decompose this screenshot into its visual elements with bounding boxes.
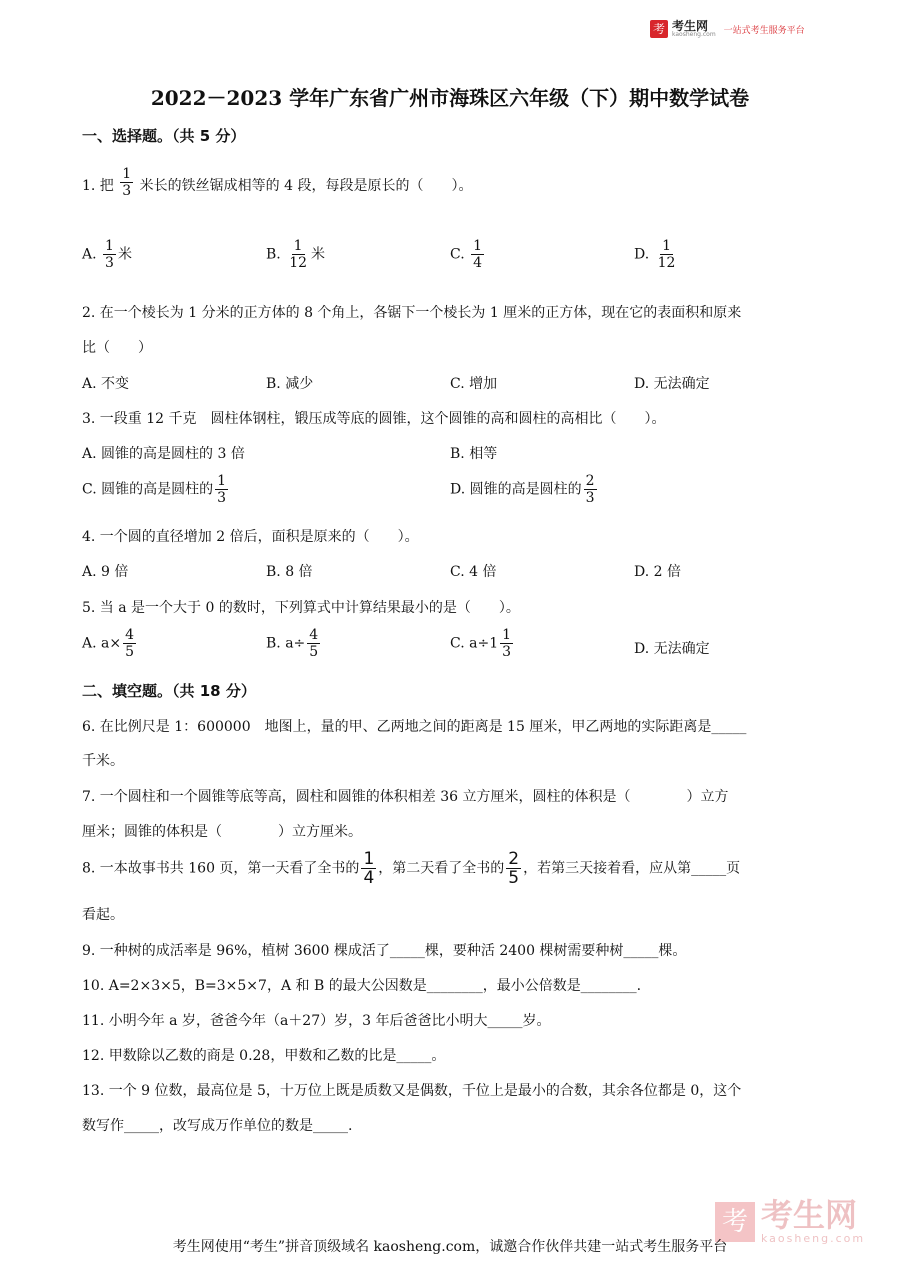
watermark-domain: kaosheng.com: [761, 1232, 866, 1245]
q1-text-b: 米长的铁丝锯成相等的 4 段，每段是原长的（ ）。: [139, 178, 473, 194]
q2-option-d[interactable]: D. 无法确定: [634, 376, 710, 392]
section-fill-heading: 二、填空题。（共 18 分）: [82, 682, 256, 700]
brand-name: 考生网: [672, 19, 709, 33]
q2-option-c[interactable]: C. 增加: [450, 376, 498, 392]
q2-option-a[interactable]: A. 不变: [82, 376, 130, 392]
q4-option-a[interactable]: A. 9 倍: [82, 564, 129, 580]
q1-option-b[interactable]: B. $\frac{1}{12}$ 米: [266, 238, 326, 271]
q1-option-d[interactable]: D. $\frac{1}{12}$: [634, 238, 676, 271]
question-13-line-2: 数写作_____，改写成万作单位的数是_____.: [82, 1118, 353, 1134]
q2-option-b[interactable]: B. 减少: [266, 376, 314, 392]
q1-fraction: $\frac{1}{3}$: [122, 166, 132, 199]
q4-option-d[interactable]: D. 2 倍: [634, 564, 681, 580]
brand-slogan: 一站式考生服务平台: [723, 25, 805, 36]
q5-option-b[interactable]: B. a÷ $\frac{4}{5}$: [266, 627, 319, 660]
q3-option-b[interactable]: B. 相等: [450, 446, 498, 462]
page-footer: 考生网使用“考生”拼音顶级域名 kaosheng.com，诚邀合作伙伴共建一站式考生服务平台: [172, 1239, 728, 1255]
q1-option-c[interactable]: C. $\frac{1}{4}$: [450, 238, 483, 271]
question-6-line-1: 6. 在比例尺是 1：600000 地图上，量的甲、乙两地之间的距离是 15 厘米，甲乙两地的实际距离是_____: [82, 719, 747, 735]
question-9: 9. 一种树的成活率是 96%，植树 3600 棵成活了_____棵，要种活 2400 棵树需要种树_____棵。: [82, 943, 687, 959]
q3-option-d[interactable]: D. 圆锥的高是圆柱的 $\frac{2}{3}$: [450, 473, 595, 506]
q1-text-a: 1. 把: [82, 178, 114, 194]
question-8-line-2: 看起。: [82, 907, 124, 923]
q4-option-b[interactable]: B. 8 倍: [266, 564, 313, 580]
question-7-line-2: 厘米；圆锥的体积是（ ）立方厘米。: [82, 824, 362, 840]
brand-domain: kaosheng.com: [672, 31, 716, 38]
q3-option-a[interactable]: A. 圆锥的高是圆柱的 3 倍: [82, 446, 245, 462]
watermark-name: 考生网: [761, 1196, 858, 1234]
question-1: [82, 166, 472, 199]
q3-option-c[interactable]: C. 圆锥的高是圆柱的 $\frac{1}{3}$: [82, 473, 227, 506]
question-11: 11. 小明今年 a 岁，爸爸今年（a＋27）岁，3 年后爸爸比小明大_____岁。: [82, 1013, 551, 1029]
question-7-line-1: 7. 一个圆柱和一个圆锥等底等高，圆柱和圆锥的体积相差 36 立方厘米，圆柱的体积是（ ）立方: [82, 789, 729, 805]
question-6-line-2: 千米。: [82, 753, 124, 769]
question-5: 5. 当 a 是一个大于 0 的数时，下列算式中计算结果最小的是（ ）。: [82, 600, 520, 616]
question-3: 3. 一段重 12 千克 圆柱体钢柱，锻压成等底的圆锥，这个圆锥的高和圆柱的高相比（ ）。: [82, 411, 666, 427]
question-12: 12. 甲数除以乙数的商是 0.28，甲数和乙数的比是_____。: [82, 1048, 446, 1064]
q5-option-d[interactable]: D. 无法确定: [634, 641, 710, 657]
question-4: 4. 一个圆的直径增加 2 倍后，面积是原来的（ ）。: [82, 529, 419, 545]
q4-option-c[interactable]: C. 4 倍: [450, 564, 497, 580]
section-choice-heading: 一、选择题。（共 5 分）: [82, 127, 246, 145]
page-title: 2022－2023 学年广东省广州市海珠区六年级（下）期中数学试卷: [150, 86, 750, 110]
q1-option-a[interactable]: A. $\frac{1}{3}$ 米: [82, 238, 132, 271]
question-10: 10. A=2×3×5，B=3×5×7，A 和 B 的最大公因数是________，最小公倍数是________.: [82, 978, 642, 994]
brand-logo: [650, 20, 805, 38]
question-2-line-1: 2. 在一个棱长为 1 分米的正方体的 8 个角上，各锯下一个棱长为 1 厘米的正方体，现在它的表面积和原来: [82, 305, 742, 321]
q5-option-a[interactable]: A. a× $\frac{4}{5}$: [82, 627, 135, 660]
watermark-mark-icon: 考: [715, 1202, 755, 1242]
question-2-line-2: 比（ ）: [82, 340, 152, 356]
brand-mark-icon: 考: [650, 20, 668, 38]
q5-option-c[interactable]: C. a÷1 $\frac{1}{3}$: [450, 627, 512, 660]
question-8-line-1: 8. 一本故事书共 160 页，第一天看了全书的 $\frac{1}{4}$ ，第二天看了全书的 $\frac{2}{5}$ ，若第三天接着看，应从第_____页: [82, 849, 741, 888]
question-13-line-1: 13. 一个 9 位数，最高位是 5，十万位上既是质数又是偶数，千位上是最小的合数，其余各位都是 0，这个: [82, 1083, 742, 1099]
